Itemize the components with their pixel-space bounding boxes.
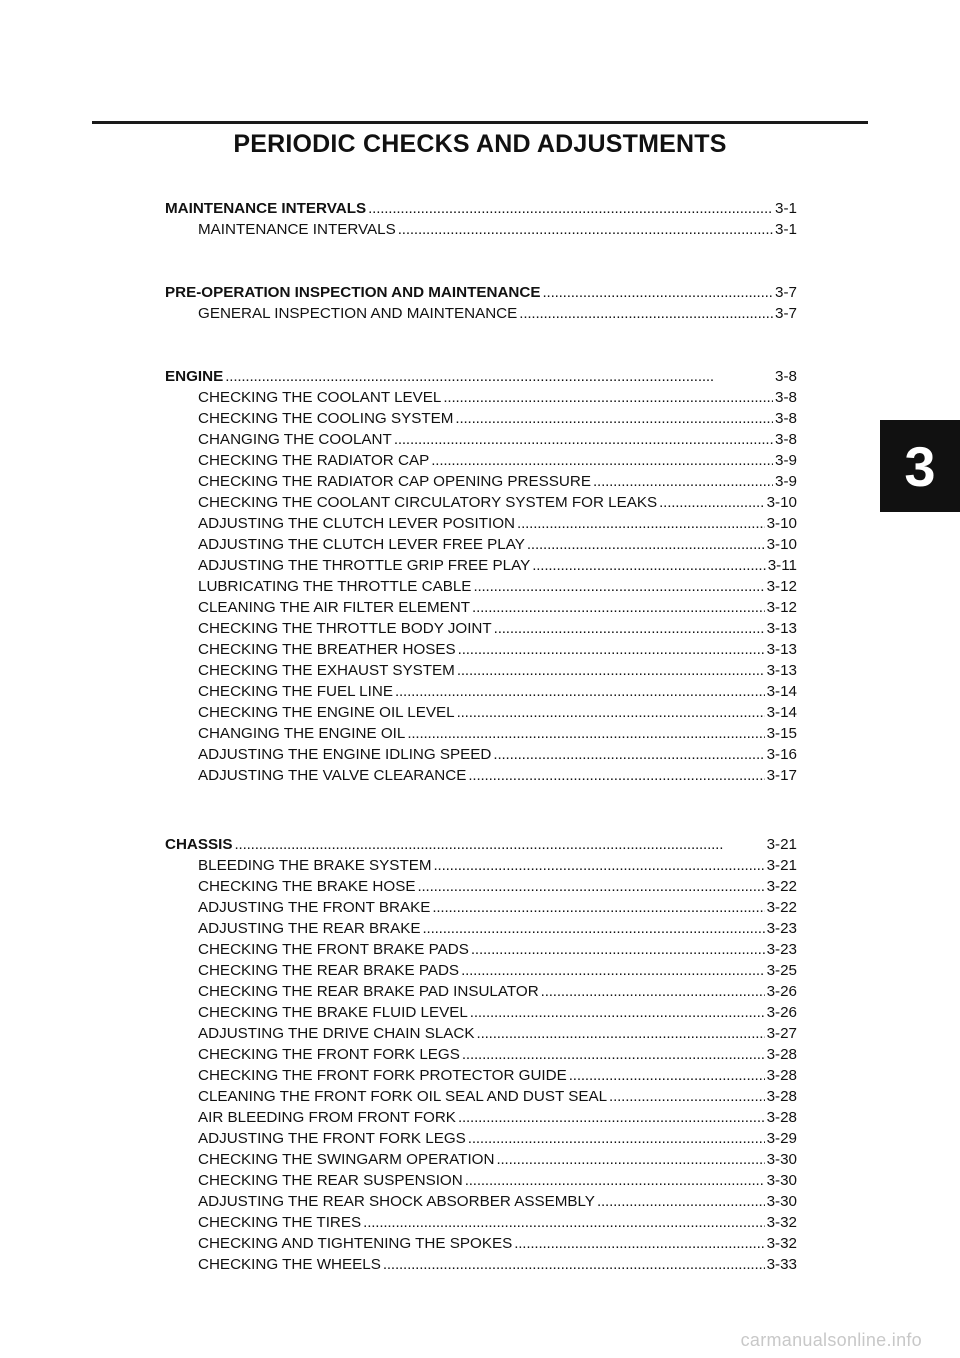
dot-leader bbox=[532, 555, 766, 576]
toc-entry-label: CHECKING THE FRONT FORK LEGS bbox=[198, 1046, 460, 1063]
toc-entry[interactable] bbox=[165, 960, 797, 981]
toc-entry[interactable] bbox=[165, 1254, 797, 1275]
toc-page-number: 3-8 bbox=[775, 431, 797, 448]
toc-entry[interactable] bbox=[165, 855, 797, 876]
toc-entry[interactable] bbox=[165, 618, 797, 639]
dot-leader bbox=[462, 1044, 765, 1065]
dot-leader bbox=[519, 303, 773, 324]
dot-leader bbox=[432, 897, 764, 918]
dot-leader bbox=[455, 408, 773, 429]
dot-leader bbox=[225, 366, 773, 387]
toc-entry-label: PRE-OPERATION INSPECTION AND MAINTENANCE bbox=[165, 284, 541, 301]
toc-entry-label: CHECKING THE WHEELS bbox=[198, 1256, 381, 1273]
header-rule bbox=[92, 121, 868, 124]
toc-entry[interactable] bbox=[165, 471, 797, 492]
toc-page-number: 3-13 bbox=[766, 641, 797, 658]
toc-entry[interactable] bbox=[165, 408, 797, 429]
dot-leader bbox=[494, 618, 765, 639]
toc-entry-label: CHECKING THE BREATHER HOSES bbox=[198, 641, 456, 658]
toc-page-number: 3-30 bbox=[766, 1172, 797, 1189]
toc-page-number: 3-10 bbox=[766, 515, 797, 532]
toc-section bbox=[165, 282, 797, 324]
toc-entry[interactable] bbox=[165, 702, 797, 723]
toc-page-number: 3-33 bbox=[766, 1256, 797, 1273]
dot-leader bbox=[541, 981, 765, 1002]
toc-page-number: 3-9 bbox=[775, 473, 797, 490]
toc-page-number: 3-8 bbox=[775, 410, 797, 427]
dot-leader bbox=[472, 597, 765, 618]
dot-leader bbox=[471, 939, 765, 960]
toc-page-number: 3-29 bbox=[766, 1130, 797, 1147]
toc-page-number: 3-9 bbox=[775, 452, 797, 469]
dot-leader bbox=[569, 1065, 765, 1086]
toc-entry-label: CLEANING THE FRONT FORK OIL SEAL AND DUST SEAL bbox=[198, 1088, 608, 1105]
toc-entry-label: CHECKING THE FUEL LINE bbox=[198, 683, 393, 700]
toc-entry-label: BLEEDING THE BRAKE SYSTEM bbox=[198, 857, 432, 874]
toc-entry-label: ADJUSTING THE DRIVE CHAIN SLACK bbox=[198, 1025, 475, 1042]
toc-page-number: 3-26 bbox=[766, 983, 797, 1000]
toc-entry-label: ENGINE bbox=[165, 368, 224, 385]
toc-entry-label: ADJUSTING THE CLUTCH LEVER FREE PLAY bbox=[198, 536, 525, 553]
toc-entry-label: CHECKING THE TIRES bbox=[198, 1214, 362, 1231]
toc-page-number: 3-12 bbox=[766, 578, 797, 595]
toc-entry[interactable] bbox=[165, 765, 797, 786]
toc-entry-label: CHANGING THE COOLANT bbox=[198, 431, 392, 448]
toc-entry-label: CHECKING THE COOLANT LEVEL bbox=[198, 389, 442, 406]
toc-page-number: 3-1 bbox=[775, 221, 797, 238]
toc-page-number: 3-28 bbox=[766, 1088, 797, 1105]
toc-entry[interactable] bbox=[165, 1065, 797, 1086]
dot-leader bbox=[457, 660, 765, 681]
toc-entry[interactable] bbox=[165, 1212, 797, 1233]
toc-entry-label: ADJUSTING THE THROTTLE GRIP FREE PLAY bbox=[198, 557, 531, 574]
toc-entry[interactable] bbox=[165, 1233, 797, 1254]
toc-page-number: 3-25 bbox=[766, 962, 797, 979]
toc-page-number: 3-10 bbox=[766, 494, 797, 511]
toc-entry-label: CHECKING THE COOLING SYSTEM bbox=[198, 410, 454, 427]
toc-entry[interactable] bbox=[165, 1107, 797, 1128]
section-spacer bbox=[165, 324, 797, 366]
toc-entry-label: CHECKING AND TIGHTENING THE SPOKES bbox=[198, 1235, 513, 1252]
dot-leader bbox=[417, 876, 764, 897]
dot-leader bbox=[407, 723, 764, 744]
dot-leader bbox=[395, 681, 765, 702]
chapter-number: 3 bbox=[904, 434, 936, 498]
dot-leader bbox=[517, 513, 765, 534]
toc-page-number: 3-26 bbox=[766, 1004, 797, 1021]
toc-entry[interactable] bbox=[165, 918, 797, 939]
dot-leader bbox=[383, 1254, 765, 1275]
toc-page-number: 3-11 bbox=[767, 557, 797, 574]
toc-entry-label: CHASSIS bbox=[165, 836, 233, 853]
toc-page-number: 3-23 bbox=[766, 941, 797, 958]
toc-section-heading[interactable] bbox=[165, 366, 797, 387]
toc-page-number: 3-28 bbox=[766, 1067, 797, 1084]
toc-section-heading[interactable] bbox=[165, 834, 797, 855]
dot-leader bbox=[443, 387, 773, 408]
dot-leader bbox=[423, 918, 765, 939]
toc-entry[interactable] bbox=[165, 513, 797, 534]
toc-page-number: 3-14 bbox=[766, 704, 797, 721]
toc-entry-label: CHECKING THE FRONT BRAKE PADS bbox=[198, 941, 469, 958]
section-spacer bbox=[165, 240, 797, 282]
toc-entry-label: ADJUSTING THE ENGINE IDLING SPEED bbox=[198, 746, 492, 763]
toc-entry[interactable] bbox=[165, 534, 797, 555]
toc-entry[interactable] bbox=[165, 681, 797, 702]
toc-entry[interactable] bbox=[165, 1149, 797, 1170]
toc-page-number: 3-21 bbox=[766, 836, 797, 853]
toc-page-number: 3-32 bbox=[766, 1214, 797, 1231]
dot-leader bbox=[527, 534, 765, 555]
toc-page-number: 3-28 bbox=[766, 1109, 797, 1126]
toc-entry-label: CHECKING THE REAR BRAKE PAD INSULATOR bbox=[198, 983, 539, 1000]
toc-entry[interactable] bbox=[165, 1044, 797, 1065]
dot-leader bbox=[398, 219, 773, 240]
toc-entry-label: CHECKING THE FRONT FORK PROTECTOR GUIDE bbox=[198, 1067, 567, 1084]
toc-page-number: 3-27 bbox=[766, 1025, 797, 1042]
toc-entry-label: CHECKING THE COOLANT CIRCULATORY SYSTEM FOR LEAKS bbox=[198, 494, 658, 511]
toc-page-number: 3-23 bbox=[766, 920, 797, 937]
dot-leader bbox=[659, 492, 764, 513]
toc-page-number: 3-16 bbox=[766, 746, 797, 763]
toc-page-number: 3-21 bbox=[766, 857, 797, 874]
toc-entry[interactable] bbox=[165, 303, 797, 324]
toc-page-number: 3-13 bbox=[766, 620, 797, 637]
toc-entry[interactable] bbox=[165, 1128, 797, 1149]
toc-page-number: 3-15 bbox=[766, 725, 797, 742]
toc-entry[interactable] bbox=[165, 1086, 797, 1107]
toc-entry-label: ADJUSTING THE CLUTCH LEVER POSITION bbox=[198, 515, 516, 532]
toc-page-number: 3-22 bbox=[766, 899, 797, 916]
toc-entry-label: MAINTENANCE INTERVALS bbox=[165, 200, 367, 217]
dot-leader bbox=[368, 198, 773, 219]
toc-entry[interactable] bbox=[165, 555, 797, 576]
toc-section bbox=[165, 834, 797, 1275]
toc-entry-label: ADJUSTING THE FRONT FORK LEGS bbox=[198, 1130, 466, 1147]
toc-entry-label: CHECKING THE SWINGARM OPERATION bbox=[198, 1151, 495, 1168]
toc-entry-label: ADJUSTING THE VALVE CLEARANCE bbox=[198, 767, 467, 784]
dot-leader bbox=[363, 1212, 764, 1233]
toc-entry-label: LUBRICATING THE THROTTLE CABLE bbox=[198, 578, 472, 595]
dot-leader bbox=[468, 765, 764, 786]
toc-entry-label: CHECKING THE RADIATOR CAP bbox=[198, 452, 430, 469]
watermark: carmanualsonline.info bbox=[740, 1330, 922, 1350]
toc-page-number: 3-1 bbox=[775, 200, 797, 217]
toc-entry-label: CHECKING THE EXHAUST SYSTEM bbox=[198, 662, 455, 679]
toc-entry-label: CHECKING THE REAR SUSPENSION bbox=[198, 1172, 463, 1189]
toc-entry[interactable] bbox=[165, 939, 797, 960]
toc-entry[interactable] bbox=[165, 429, 797, 450]
toc-section-heading[interactable] bbox=[165, 198, 797, 219]
page-title: PERIODIC CHECKS AND ADJUSTMENTS bbox=[233, 130, 727, 158]
toc-entry[interactable] bbox=[165, 744, 797, 765]
chapter-tab bbox=[880, 420, 960, 512]
toc-entry[interactable] bbox=[165, 450, 797, 471]
toc-entry-label: CHECKING THE BRAKE HOSE bbox=[198, 878, 416, 895]
dot-leader bbox=[458, 639, 765, 660]
toc-entry[interactable] bbox=[165, 1170, 797, 1191]
toc-entry[interactable] bbox=[165, 981, 797, 1002]
toc-entry-label: MAINTENANCE INTERVALS bbox=[198, 221, 396, 238]
dot-leader bbox=[477, 1023, 765, 1044]
toc-page-number: 3-10 bbox=[766, 536, 797, 553]
table-of-contents bbox=[165, 198, 797, 1275]
toc-entry[interactable] bbox=[165, 576, 797, 597]
toc-page-number: 3-13 bbox=[766, 662, 797, 679]
toc-entry-label: CHECKING THE BRAKE FLUID LEVEL bbox=[198, 1004, 468, 1021]
toc-entry[interactable] bbox=[165, 897, 797, 918]
toc-entry-label: CHECKING THE REAR BRAKE PADS bbox=[198, 962, 460, 979]
dot-leader bbox=[514, 1233, 764, 1254]
dot-leader bbox=[458, 1107, 765, 1128]
toc-entry[interactable] bbox=[165, 597, 797, 618]
dot-leader bbox=[431, 450, 773, 471]
toc-entry-label: CHANGING THE ENGINE OIL bbox=[198, 725, 406, 742]
toc-entry[interactable] bbox=[165, 1191, 797, 1212]
toc-entry[interactable] bbox=[165, 1023, 797, 1044]
toc-page-number: 3-8 bbox=[775, 389, 797, 406]
toc-page-number: 3-7 bbox=[775, 305, 797, 322]
dot-leader bbox=[542, 282, 773, 303]
toc-entry[interactable] bbox=[165, 492, 797, 513]
toc-entry-label: CHECKING THE ENGINE OIL LEVEL bbox=[198, 704, 455, 721]
dot-leader bbox=[496, 1149, 764, 1170]
toc-section-heading[interactable] bbox=[165, 282, 797, 303]
toc-page-number: 3-22 bbox=[766, 878, 797, 895]
dot-leader bbox=[434, 855, 765, 876]
toc-page-number: 3-30 bbox=[766, 1151, 797, 1168]
toc-entry[interactable] bbox=[165, 660, 797, 681]
dot-leader bbox=[473, 576, 764, 597]
toc-page-number: 3-17 bbox=[766, 767, 797, 784]
toc-entry[interactable] bbox=[165, 723, 797, 744]
toc-page-number: 3-32 bbox=[766, 1235, 797, 1252]
toc-entry[interactable] bbox=[165, 876, 797, 897]
toc-entry-label: CLEANING THE AIR FILTER ELEMENT bbox=[198, 599, 471, 616]
toc-entry[interactable] bbox=[165, 639, 797, 660]
toc-page-number: 3-12 bbox=[766, 599, 797, 616]
toc-page-number: 3-8 bbox=[775, 368, 797, 385]
toc-entry-label: GENERAL INSPECTION AND MAINTENANCE bbox=[198, 305, 518, 322]
dot-leader bbox=[394, 429, 773, 450]
toc-page-number: 3-7 bbox=[775, 284, 797, 301]
dot-leader bbox=[493, 744, 764, 765]
toc-entry[interactable] bbox=[165, 1002, 797, 1023]
dot-leader bbox=[470, 1002, 765, 1023]
dot-leader bbox=[235, 834, 765, 855]
dot-leader bbox=[465, 1170, 765, 1191]
dot-leader bbox=[597, 1191, 765, 1212]
toc-entry-label: ADJUSTING THE REAR SHOCK ABSORBER ASSEMBLY bbox=[198, 1193, 595, 1210]
toc-page-number: 3-30 bbox=[766, 1193, 797, 1210]
toc-page-number: 3-14 bbox=[766, 683, 797, 700]
toc-page-number: 3-28 bbox=[766, 1046, 797, 1063]
dot-leader bbox=[461, 960, 765, 981]
toc-entry-label: CHECKING THE THROTTLE BODY JOINT bbox=[198, 620, 492, 637]
dot-leader bbox=[457, 702, 765, 723]
toc-entry-label: ADJUSTING THE FRONT BRAKE bbox=[198, 899, 431, 916]
toc-entry[interactable] bbox=[165, 387, 797, 408]
toc-entry-label: AIR BLEEDING FROM FRONT FORK bbox=[198, 1109, 456, 1126]
toc-entry[interactable] bbox=[165, 219, 797, 240]
toc-entry-label: ADJUSTING THE REAR BRAKE bbox=[198, 920, 421, 937]
section-spacer bbox=[165, 786, 797, 834]
dot-leader bbox=[593, 471, 773, 492]
dot-leader bbox=[468, 1128, 765, 1149]
toc-section bbox=[165, 198, 797, 240]
toc-section bbox=[165, 366, 797, 786]
dot-leader bbox=[609, 1086, 765, 1107]
toc-entry-label: CHECKING THE RADIATOR CAP OPENING PRESSURE bbox=[198, 473, 591, 490]
